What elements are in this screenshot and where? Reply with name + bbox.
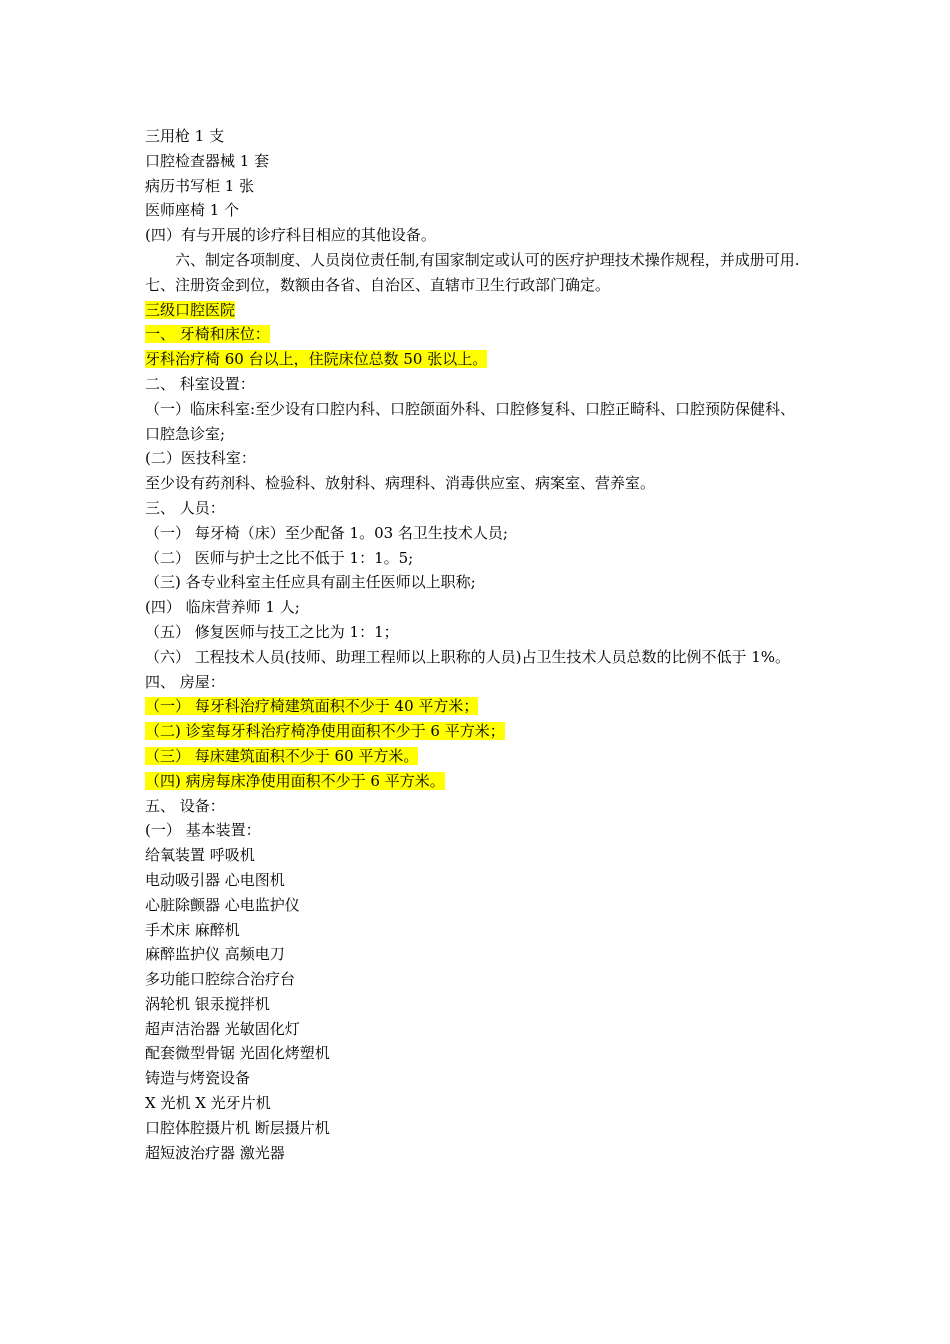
text-line: （二） 医师与护士之比不低于 1：1。5; [145, 548, 414, 567]
text-line: （三) 各专业科室主任应具有副主任医师以上职称; [145, 573, 476, 592]
text-line: X 光机 X 光牙片机 [145, 1094, 271, 1113]
text-line: 铸造与烤瓷设备 [145, 1069, 251, 1088]
text-line: 手术床 麻醉机 [145, 920, 240, 939]
section-heading [145, 298, 810, 323]
text-line [145, 694, 810, 719]
text-line: 三、 人员： [145, 498, 225, 517]
text-line: (四）有与开展的诊疗科目相应的其他设备。 [145, 226, 436, 245]
highlighted-text: 三级口腔医院 [145, 300, 236, 319]
text-line: 口腔体腔摄片机 断层摄片机 [145, 1118, 330, 1137]
text-line [145, 744, 810, 769]
text-line: 电动吸引器 心电图机 [145, 870, 285, 889]
text-paragraph: （六） 工程技术人员(技师、助理工程师以上职称的人员)占卫生技术人员总数的比例不低于 1%。 [145, 647, 791, 666]
text-line [145, 347, 810, 372]
document-page [145, 124, 810, 1165]
highlighted-text: 牙科治疗椅 60 台以上，住院床位总数 50 张以上。 [145, 350, 488, 369]
text-line: 二、 科室设置： [145, 374, 255, 393]
highlighted-text: （三） 每床建筑面积不少于 60 平方米。 [145, 746, 419, 765]
text-line [145, 719, 810, 744]
text-line: 配套微型骨锯 光固化烤塑机 [145, 1044, 330, 1063]
text-line: 超声洁治器 光敏固化灯 [145, 1019, 300, 1038]
text-line: (一） 基本装置： [145, 821, 261, 840]
text-line: 四、 房屋： [145, 672, 225, 691]
text-paragraph: 六、制定各项制度、人员岗位责任制,有国家制定或认可的医疗护理技术操作规程，并成册可用. [175, 250, 800, 269]
text-line: (二）医技科室： [145, 449, 256, 468]
text-line: 给氧装置 呼吸机 [145, 846, 255, 865]
text-paragraph: （一）临床科室:至少设有口腔内科、口腔颌面外科、口腔修复科、口腔正畸科、口腔预防保健科、口腔急诊室; [145, 399, 796, 443]
text-line: 五、 设备： [145, 796, 225, 815]
text-line: 多功能口腔综合治疗台 [145, 970, 296, 989]
text-line: (四） 临床营养师 1 人; [145, 598, 300, 617]
text-line: 口腔检查器械 1 套 [145, 151, 270, 170]
text-line: 三用枪 1 支 [145, 127, 225, 145]
text-line: 超短波治疗器 激光器 [145, 1143, 285, 1162]
highlighted-text: （二) 诊室每牙科治疗椅净使用面积不少于 6 平方米； [145, 722, 505, 741]
highlighted-text: （四) 病房每床净使用面积不少于 6 平方米。 [145, 771, 445, 790]
text-line [145, 769, 810, 794]
text-line: （五） 修复医师与技工之比为 1：1； [145, 622, 399, 641]
text-line [145, 322, 810, 347]
text-line: 心脏除颤器 心电监护仪 [145, 895, 300, 914]
text-line: 医师座椅 1 个 [145, 201, 240, 220]
text-line: 病历书写柜 1 张 [145, 176, 255, 195]
highlighted-text: 一、 牙椅和床位： [145, 325, 270, 344]
text-line: 涡轮机 银汞搅拌机 [145, 994, 270, 1013]
text-line: 至少设有药剂科、检验科、放射科、病理科、消毒供应室、病案室、营养室。 [145, 474, 656, 493]
highlighted-text: （一） 每牙科治疗椅建筑面积不少于 40 平方米； [145, 697, 479, 716]
text-line: 麻醉监护仪 高频电刀 [145, 945, 285, 964]
text-line: 七、注册资金到位，数额由各省、自治区、直辖市卫生行政部门确定。 [145, 275, 611, 294]
text-line: （一） 每牙椅（床）至少配备 1。03 名卫生技术人员; [145, 523, 508, 542]
